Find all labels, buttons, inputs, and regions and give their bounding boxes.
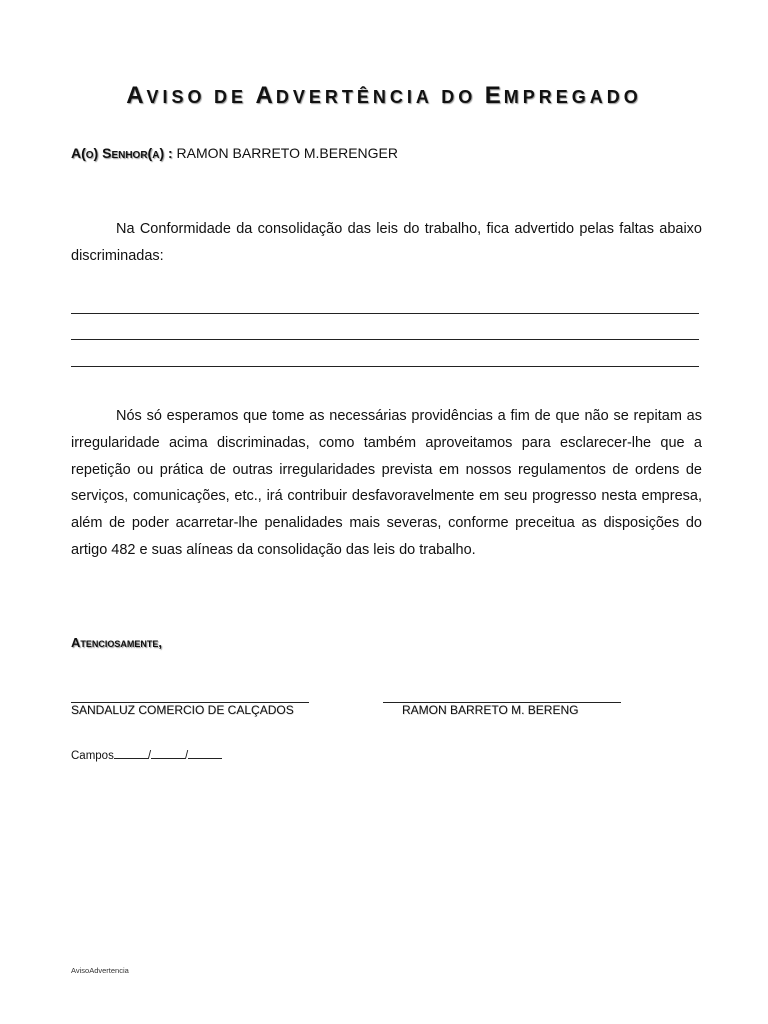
place-label: Campos bbox=[71, 750, 114, 762]
date-year-blank[interactable] bbox=[188, 749, 222, 759]
footer-filename: AvisoAdvertencia bbox=[71, 966, 129, 975]
intro-paragraph bbox=[71, 216, 702, 270]
addressee-label: A(o) Senhor(a) : bbox=[71, 145, 173, 161]
employee-signature-name: RAMON BARRETO M. BERENG bbox=[402, 703, 579, 717]
intro-paragraph-text: Na Conformidade da consolidação das leis do trabalho, fica advertido pelas faltas abaixo discriminadas: bbox=[71, 221, 702, 264]
date-day-blank[interactable] bbox=[114, 749, 148, 759]
fill-in-line-2[interactable] bbox=[71, 339, 699, 340]
fill-in-line-1[interactable] bbox=[71, 313, 699, 314]
closing-salutation: Atenciosamente, bbox=[71, 635, 163, 650]
body-paragraph-text: Nós só esperamos que tome as necessárias providências a fim de que não se repitam as irregularidade acima discriminadas, como também aproveitamos para esclarecer-lhe que a repetição ou prática de outras irregularidades prevista em nossos regulamentos de ordens de serviços, comunicações, etc., irá contribuir desfavoravelmente em seu progresso nesta empresa, além de poder acarretar-lhe penalidades mais severas, conforme preceitua as disposições do artigo 482 e suas alíneas da consolidação das leis do trabalho. bbox=[71, 408, 702, 558]
company-signature-name: SANDALUZ COMERCIO DE CALÇADOS bbox=[71, 703, 294, 717]
title-initial-e: E bbox=[484, 82, 504, 109]
addressee-line bbox=[71, 145, 398, 161]
title-word-de: DE bbox=[214, 87, 248, 107]
title-initial-a: A bbox=[126, 82, 147, 109]
date-month-blank[interactable] bbox=[151, 749, 185, 759]
title-word-do: DO bbox=[441, 87, 477, 107]
fill-in-line-3[interactable] bbox=[71, 366, 699, 367]
document-title bbox=[0, 82, 768, 110]
title-word-aviso: VISO bbox=[146, 87, 206, 107]
body-paragraph bbox=[71, 403, 702, 564]
place-date-line bbox=[71, 749, 222, 762]
date-separator-2: / bbox=[185, 750, 189, 762]
title-word-empregado: MPREGADO bbox=[503, 87, 642, 107]
title-word-advertencia: DVERTÊNCIA bbox=[275, 87, 433, 107]
title-initial-a2: A bbox=[255, 82, 276, 109]
addressee-name: RAMON BARRETO M.BERENGER bbox=[176, 145, 398, 161]
date-separator-1: / bbox=[147, 750, 152, 762]
